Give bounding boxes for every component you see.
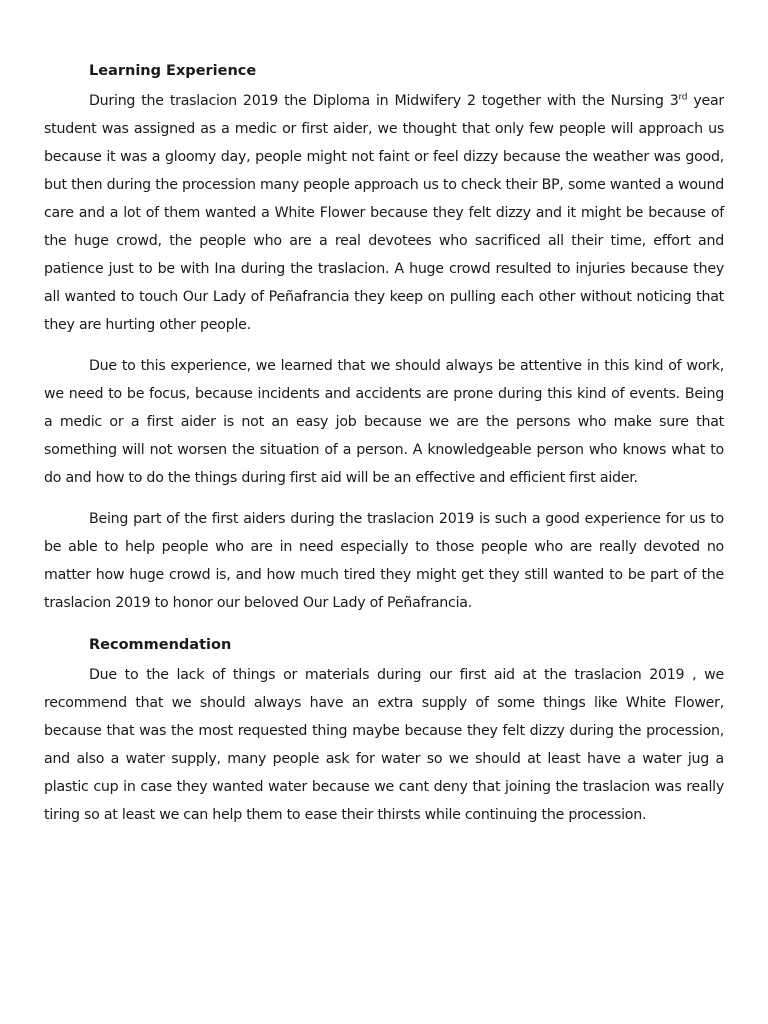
document-page [44,56,724,829]
recommendation-paragraph: Due to the lack of things or materials during our first aid at the traslacion 2019 , we recommend that we should always have an extra supply of some things like White Flower, because that was the most requested thing maybe because they felt dizzy during the procession, and also a water supply, many people ask for water so we should at least have a water jug a plastic cup in case they wanted water because we cant deny that joining the traslacion was really tiring so at least we can help them to ease their thirsts while continuing the procession. [44,667,724,823]
learning-paragraph-1 [44,87,724,339]
learning-paragraph-1-text-a: During the traslacion 2019 the Diploma in Midwifery 2 together with the Nursing 3 [89,93,679,109]
learning-paragraph-2: Due to this experience, we learned that we should always be attentive in this kind of work, we need to be focus, because incidents and accidents are prone during this kind of events. Being a medic or a first aider is not an easy job because we are the persons who make sure that something will not worsen the situation of a person. A knowledgeable person who knows what to do and how to do the things during first aid will be an effective and efficient first aider. [44,358,724,486]
learning-paragraph-3: Being part of the first aiders during the traslacion 2019 is such a good experience for us to be able to help people who are in need especially to those people who are really devoted no matter how huge crowd is, and how much tired they might get they still wanted to be part of the traslacion 2019 to honor our beloved Our Lady of Peñafrancia. [44,511,724,611]
ordinal-superscript: rd [678,92,688,103]
recommendation-heading: Recommendation [89,637,232,653]
learning-paragraph-1-text-b: year student was assigned as a medic or first aider, we thought that only few people will approach us because it was a gloomy day, people might not faint or feel dizzy because the weather was good, but then during the procession many people approach us to check their BP, some wanted a wound care and a lot of them wanted a White Flower because they felt dizzy and it might be because of the huge crowd, the people who are a real devotees who sacrificed all their time, effort and patience just to be with Ina during the traslacion. A huge crowd resulted to injuries because they all wanted to touch Our Lady of Peñafrancia they keep on pulling each other without noticing that they are hurting other people. [44,93,724,333]
learning-experience-heading: Learning Experience [89,63,257,79]
